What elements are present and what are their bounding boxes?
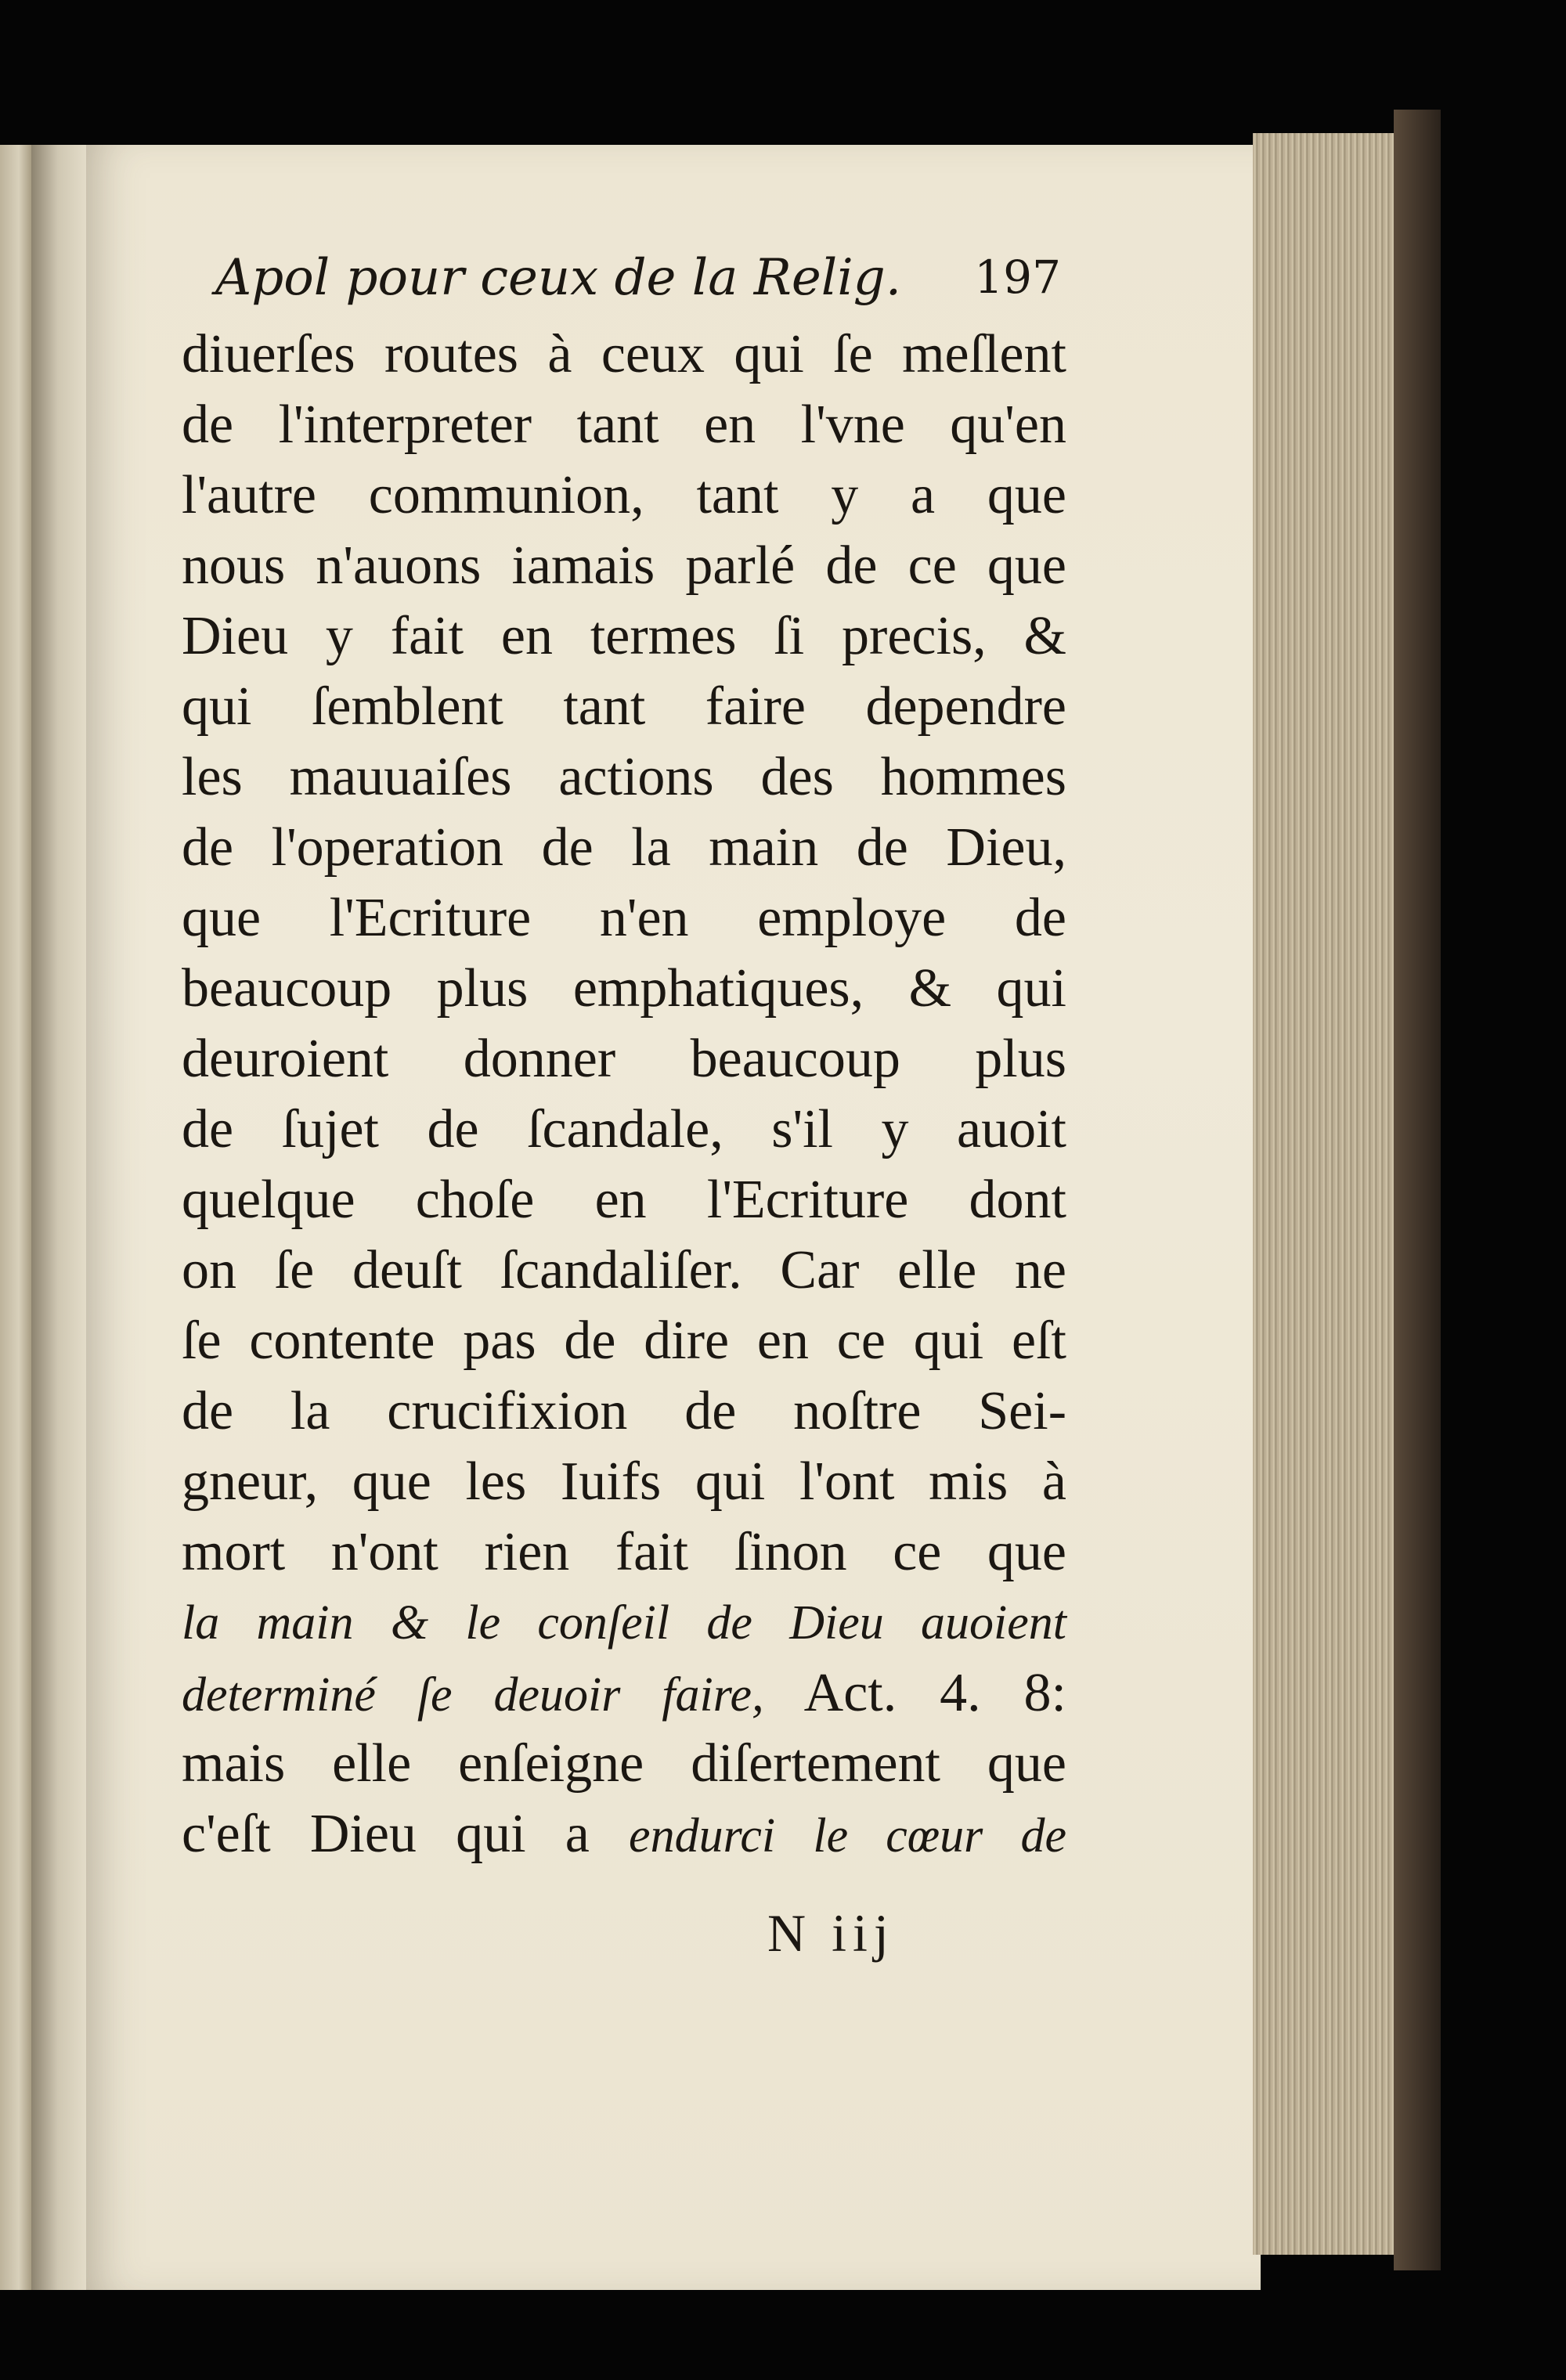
text-line: de ſujet de ſcandale, s'il y auoit: [182, 1099, 1066, 1159]
text-line: qui ſemblent tant faire dependre: [182, 676, 1066, 737]
page-number: 197: [974, 251, 1061, 304]
text-line: nous n'auons iamais parlé de ce que: [182, 536, 1066, 596]
text-line: mort n'ont rien fait ſinon ce que: [182, 1522, 1066, 1582]
text-line: Dieu y fait en termes ſi precis, &: [182, 606, 1066, 666]
mixed-line: [182, 1799, 1066, 1870]
gutter: [31, 145, 90, 2290]
binding-edge: [1394, 110, 1441, 2270]
text-line: l'autre communion, tant y a que: [182, 465, 1066, 525]
italic-quote-line: la main & le conſeil de Dieu auoient: [182, 1596, 1066, 1650]
running-head: Apol pour ceux de la Relig.: [215, 249, 902, 307]
text-line: diuerſes routes à ceux qui ſe meſlent: [182, 324, 1066, 384]
mixed-line: [182, 1658, 1066, 1729]
text-line: gneur, que les Iuifs qui l'ont mis à: [182, 1451, 1066, 1512]
text-line: de l'interpreter tant en l'vne qu'en: [182, 395, 1066, 455]
page-header: [215, 249, 1061, 319]
text-line: on ſe deuſt ſcandaliſer. Car elle ne: [182, 1240, 1066, 1300]
fore-edge: [1253, 133, 1406, 2255]
italic-quote: determiné ſe deuoir faire,: [182, 1668, 764, 1722]
text-line: deuroient donner beaucoup plus: [182, 1029, 1066, 1089]
roman-text: c'eſt Dieu qui a: [182, 1804, 590, 1864]
previous-page-edge: [0, 145, 31, 2290]
text-line: de la crucifixion de noſtre Sei-: [182, 1381, 1066, 1441]
text-line: mais elle enſeigne diſertement que: [182, 1733, 1066, 1794]
italic-quote: endurci le cœur de: [629, 1809, 1067, 1863]
text-line: ſe contente pas de dire en ce qui eſt: [182, 1311, 1066, 1371]
text-line: que l'Ecriture n'en employe de: [182, 888, 1066, 948]
text-line: beaucoup plus emphatiques, & qui: [182, 958, 1066, 1019]
text-line: quelque choſe en l'Ecriture dont: [182, 1170, 1066, 1230]
text-line: de l'operation de la main de Dieu,: [182, 817, 1066, 878]
text-line: les mauuaiſes actions des hommes: [182, 747, 1066, 807]
signature-mark: N iij: [767, 1903, 895, 1963]
citation: Act. 4. 8:: [803, 1663, 1066, 1723]
body-text: [182, 319, 1066, 1870]
